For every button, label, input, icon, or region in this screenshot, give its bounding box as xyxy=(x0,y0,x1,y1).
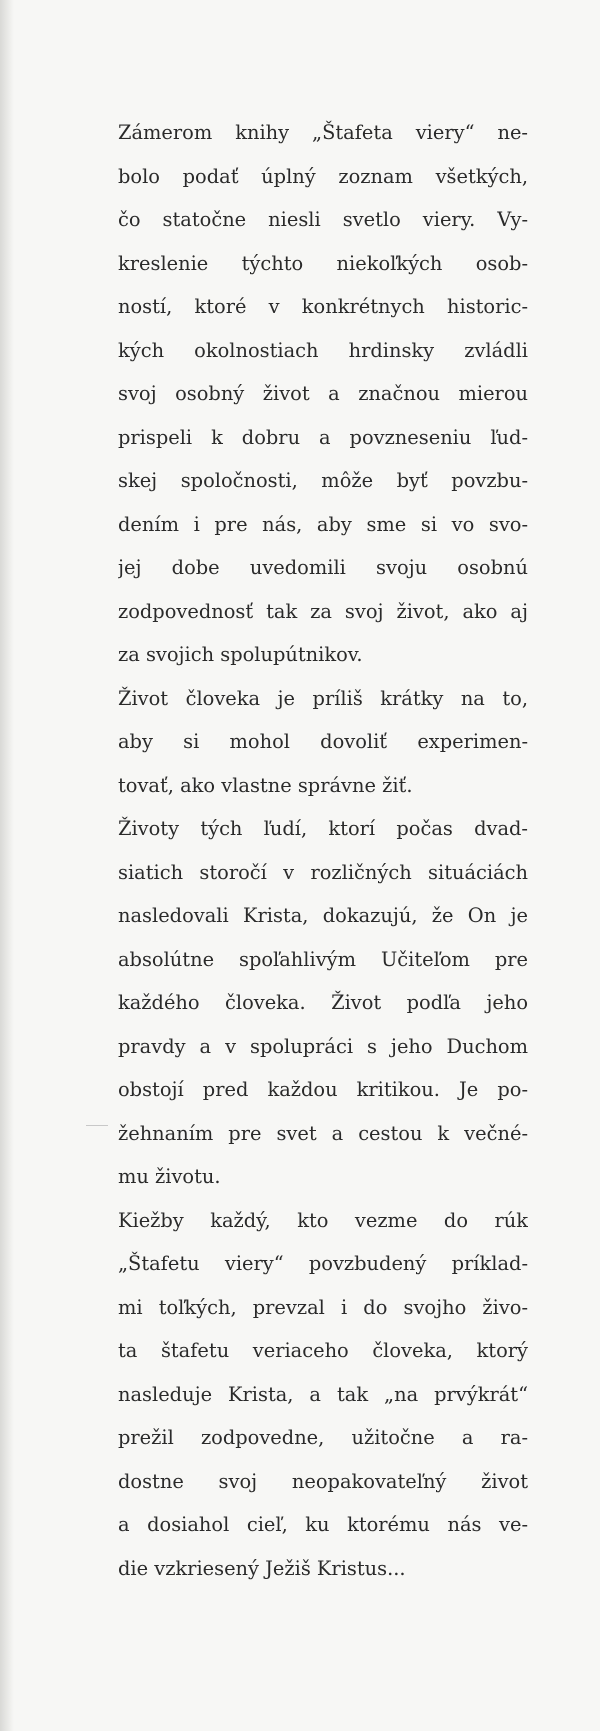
margin-mark xyxy=(86,1125,108,1126)
text-line: žehnaním pre svet a cestou k večné- xyxy=(118,1121,528,1145)
text-line: obstojí pred každou kritikou. Je po- xyxy=(118,1078,528,1101)
text-line: kreslenie týchto niekoľkých osob- xyxy=(118,251,528,275)
text-line: „Štafetu viery“ povzbudený príklad- xyxy=(118,1252,528,1275)
text-line: ta štafetu veriaceho človeka, ktorý xyxy=(118,1339,528,1362)
text-line: mi toľkých, prevzal i do svojho živo- xyxy=(118,1295,528,1319)
text-line: ností, ktoré v konkrétnych historic- xyxy=(118,295,528,318)
paragraph-2 xyxy=(118,677,528,808)
text-line: nasledovali Krista, dokazujú, že On je xyxy=(118,904,528,927)
text-line: čo statočne niesli svetlo viery. Vy- xyxy=(118,208,528,231)
text-line: absolútne spoľahlivým Učiteľom pre xyxy=(118,947,528,971)
text-line: a dosiahol cieľ, ku ktorému nás ve- xyxy=(118,1513,528,1536)
text-line: jej dobe uvedomili svoju osobnú xyxy=(118,556,528,579)
text-line: kých okolnostiach hrdinsky zvládli xyxy=(118,338,528,362)
text-line: Život človeka je príliš krátky na to, xyxy=(118,686,528,710)
text-line: skej spoločnosti, môže byť povzbu- xyxy=(118,469,528,492)
text-line: zodpovednosť tak za svoj život, ako aj xyxy=(118,599,528,623)
text-line: aby si mohol dovoliť experimen- xyxy=(118,730,528,753)
page-edge-shadow xyxy=(0,0,14,1731)
paragraph-1 xyxy=(118,111,528,677)
text-line: mu životu. xyxy=(118,1165,221,1188)
text-column xyxy=(118,111,528,1590)
text-line: Zámerom knihy „Štafeta viery“ ne- xyxy=(118,121,528,144)
text-line: dostne svoj neopakovateľný život xyxy=(118,1469,528,1493)
text-line: prispeli k dobru a povzneseniu ľud- xyxy=(118,425,528,449)
text-line: za svojich spolupútnikov. xyxy=(118,643,363,666)
text-line: svoj osobný život a značnou mierou xyxy=(118,382,528,405)
text-line: siatich storočí v rozličných situáciách xyxy=(118,860,528,884)
text-line: bolo podať úplný zoznam všetkých, xyxy=(118,164,528,188)
paragraph-3 xyxy=(118,807,528,1199)
text-line: každého človeka. Život podľa jeho xyxy=(118,991,528,1014)
paragraph-4 xyxy=(118,1199,528,1591)
text-line: tovať, ako vlastne správne žiť. xyxy=(118,773,413,797)
text-line: prežil zodpovedne, užitočne a ra- xyxy=(118,1426,528,1449)
text-line: die vzkriesený Ježiš Kristus... xyxy=(118,1556,406,1580)
text-line: Životy tých ľudí, ktorí počas dvad- xyxy=(118,817,528,840)
text-line: Kiežby každý, kto vezme do rúk xyxy=(118,1208,528,1232)
text-line: dením i pre nás, aby sme si vo svo- xyxy=(118,512,528,536)
text-line: nasleduje Krista, a tak „na prvýkrát“ xyxy=(118,1382,528,1406)
text-line: pravdy a v spolupráci s jeho Duchom xyxy=(118,1034,528,1058)
